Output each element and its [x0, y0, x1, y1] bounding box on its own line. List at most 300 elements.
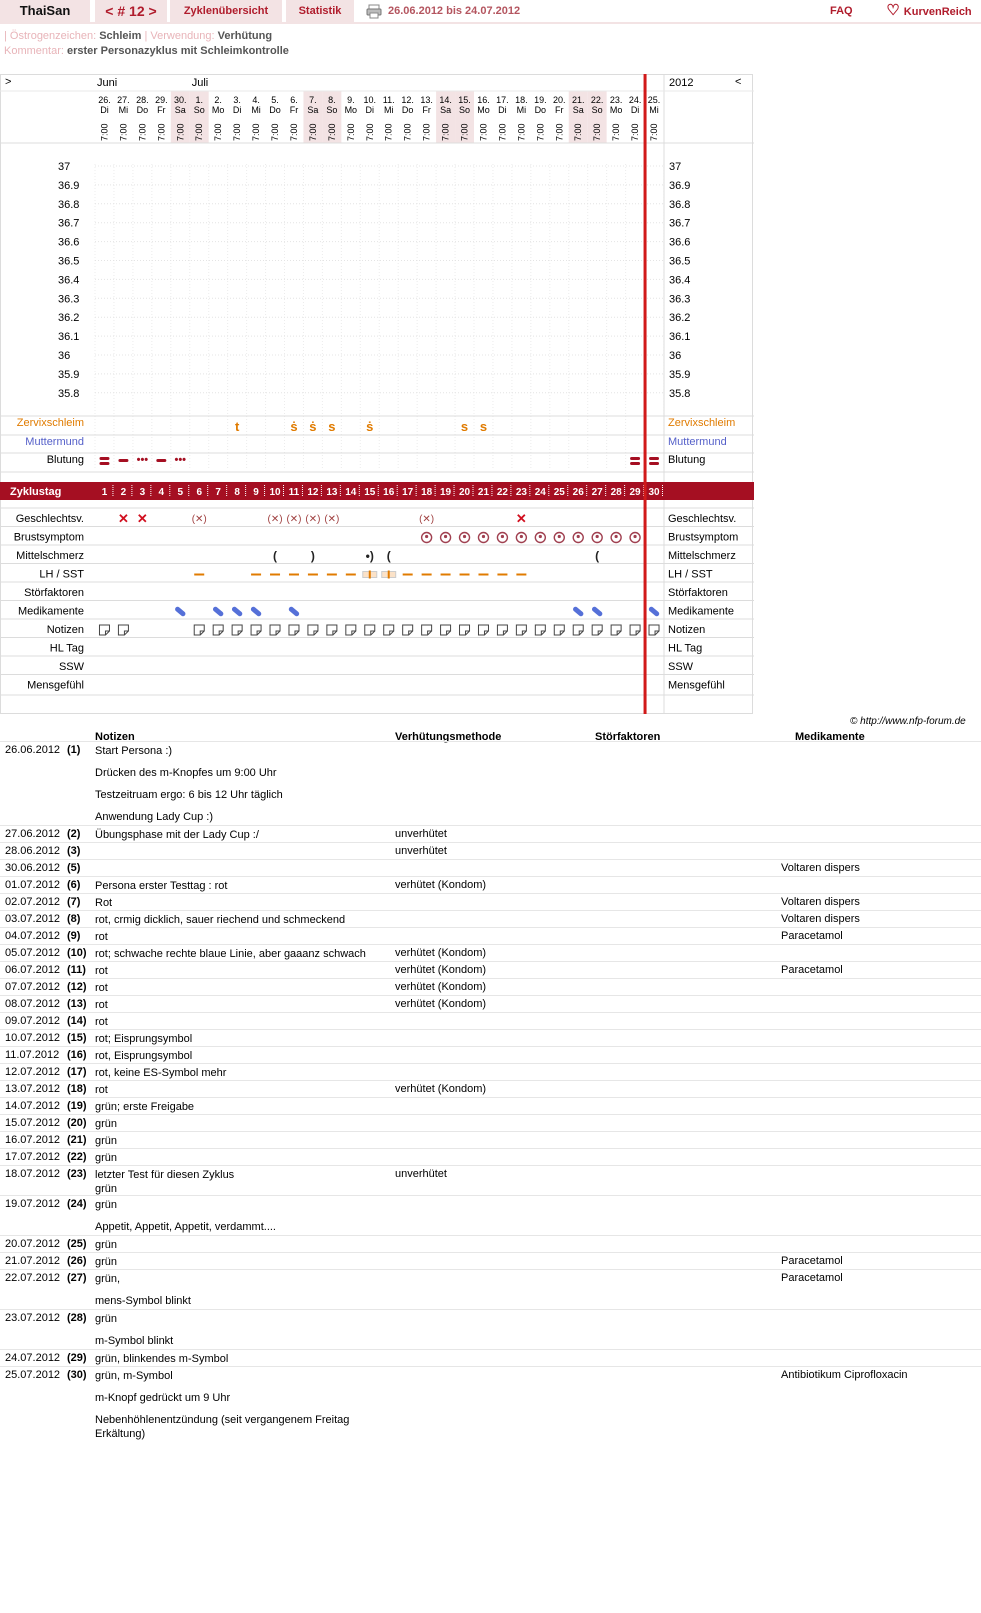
temp-tick-left: 36.3 — [58, 293, 80, 306]
breast-symptom-dot — [577, 535, 580, 538]
breast-symptom-dot — [633, 535, 636, 538]
note-text — [95, 1312, 385, 1348]
row-label-left: Notizen — [46, 624, 84, 636]
note-line: Nebenhöhlenentzündung (seit vergangenem Freitag — [95, 1414, 350, 1426]
temp-tick-left: 35.8 — [58, 387, 80, 400]
note-line: grün — [95, 1256, 118, 1268]
day-number: 17. — [496, 95, 509, 105]
weekday-label: Sa — [572, 105, 584, 115]
row-label-left: LH / SST — [39, 568, 84, 581]
zyklustag-number: 15 — [364, 487, 376, 498]
note-text — [95, 1032, 385, 1046]
note-cycle-day: (24) — [67, 1198, 87, 1210]
note-contraception: verhütet (Kondom) — [395, 998, 487, 1010]
note-cycle-day: (1) — [67, 744, 81, 756]
lh-test-negative — [460, 574, 470, 576]
note-date: 02.07.2012 — [5, 896, 61, 908]
note-contraception: verhütet (Kondom) — [395, 1083, 487, 1095]
weekday-label: Sa — [174, 105, 186, 115]
time-label: 7:00 — [307, 123, 318, 141]
day-number: 2. — [214, 95, 222, 105]
note-cycle-day: (23) — [67, 1168, 87, 1180]
breast-symptom-dot — [520, 535, 523, 538]
row-label-left: Brustsymptom — [13, 531, 84, 544]
note-medication: Antibiotikum Ciprofloxacin — [781, 1369, 908, 1381]
temp-tick-left: 35.9 — [58, 368, 80, 381]
note-contraception: unverhütet — [395, 828, 447, 840]
note-cycle-day: (21) — [67, 1134, 87, 1146]
note-line: rot — [95, 1084, 108, 1096]
row-label-left: Muttermund — [25, 436, 84, 448]
note-date: 11.07.2012 — [5, 1049, 60, 1061]
weekday-label: Do — [269, 105, 281, 115]
note-text — [95, 896, 385, 910]
header-notizen: Notizen — [95, 731, 135, 743]
row-label-left: HL Tag — [49, 642, 84, 655]
note-text — [95, 862, 385, 876]
note-cycle-day: (20) — [67, 1117, 87, 1129]
note-line: Start Persona :) — [95, 745, 173, 757]
note-icon — [630, 625, 640, 635]
verwendung-label: Verwendung: — [150, 30, 215, 42]
note-date: 27.06.2012 — [5, 828, 61, 840]
note-line: rot — [95, 931, 108, 943]
bleeding-mark-spot: ••• — [136, 454, 149, 466]
note-text — [95, 1272, 385, 1308]
note-date: 25.07.2012 — [5, 1369, 61, 1381]
temp-tick-left: 36.5 — [58, 255, 80, 268]
temp-tick-right: 37 — [669, 161, 682, 173]
chart-nav-left: > — [5, 76, 12, 88]
note-line: Übungsphase mit der Lady Cup :/ — [95, 829, 259, 841]
month-label: Juli — [191, 77, 209, 89]
note-text — [95, 1255, 385, 1269]
day-number: 9. — [347, 95, 355, 105]
note-icon — [99, 625, 109, 635]
header-medikamente: Medikamente — [795, 731, 865, 743]
zyklustag-number: 28 — [610, 487, 622, 498]
notes-row — [0, 893, 981, 910]
zyklustag-number: 12 — [307, 487, 319, 498]
notes-row — [0, 842, 981, 859]
time-label: 7:00 — [326, 123, 337, 141]
note-text — [95, 947, 385, 961]
mucus-symbol: ṡ — [290, 419, 298, 434]
weekday-label: Sa — [307, 105, 319, 115]
note-cycle-day: (9) — [67, 930, 81, 942]
note-date: 05.07.2012 — [5, 947, 61, 959]
medication-pill-icon — [250, 606, 262, 618]
breast-symptom-dot — [425, 535, 428, 538]
note-date: 12.07.2012 — [5, 1066, 61, 1078]
time-label: 7:00 — [156, 123, 167, 141]
kommentar-label: Kommentar: — [4, 45, 64, 57]
breast-symptom-dot — [596, 535, 599, 538]
note-date: 09.07.2012 — [5, 1015, 61, 1027]
breast-symptom-dot — [501, 535, 504, 538]
day-number: 18. — [515, 95, 528, 105]
note-contraception: unverhütet — [395, 1168, 447, 1180]
note-cycle-day: (11) — [67, 964, 86, 976]
temp-tick-right: 36.6 — [669, 236, 691, 249]
notes-row — [0, 961, 981, 978]
note-cycle-day: (28) — [67, 1312, 87, 1324]
breast-symptom-dot — [482, 535, 485, 538]
row-label-left: Mittelschmerz — [16, 550, 84, 562]
faq-link[interactable]: FAQ — [830, 5, 853, 17]
kurvenreich-link[interactable] — [877, 0, 981, 22]
intercourse-protected: (✕) — [286, 514, 302, 525]
medication-pill-icon — [174, 606, 186, 618]
notes-row — [0, 741, 981, 825]
lh-test-line — [388, 571, 390, 579]
note-text — [95, 845, 385, 859]
weekday-label: Di — [365, 105, 375, 115]
medication-pill-icon — [212, 606, 224, 618]
time-label: 7:00 — [402, 123, 413, 141]
bleeding-mark-heavy — [649, 462, 659, 465]
mittelschmerz-symbol: ) — [310, 549, 315, 563]
note-icon — [289, 625, 299, 635]
bleeding-mark-heavy — [630, 457, 640, 460]
temp-tick-right: 36.2 — [669, 312, 691, 325]
note-line: grün, m-Symbol — [95, 1370, 173, 1382]
note-icon — [592, 625, 602, 635]
temp-tick-left: 36.4 — [58, 274, 80, 287]
note-icon — [403, 625, 413, 635]
cycle-navigator[interactable]: < # 12 > — [95, 0, 167, 22]
day-number: 16. — [477, 95, 490, 105]
zyklustag-number: 1 — [101, 487, 108, 498]
note-line: rot, keine ES-Symbol mehr — [95, 1067, 227, 1079]
note-icon — [384, 625, 394, 635]
lh-test-negative — [308, 574, 318, 576]
day-number: 19. — [534, 95, 547, 105]
note-icon — [497, 625, 507, 635]
lh-test-negative — [270, 574, 280, 576]
row-label-right: Geschlechtsv. — [668, 513, 737, 525]
note-date: 30.06.2012 — [5, 862, 61, 874]
note-line: Drücken des m-Knopfes um 9:00 Uhr — [95, 767, 277, 779]
mittelschmerz-symbol: •) — [365, 549, 374, 563]
weekday-label: Di — [630, 105, 640, 115]
note-contraception: verhütet (Kondom) — [395, 981, 487, 993]
header-verhuetung: Verhütungsmethode — [395, 731, 502, 743]
notes-row — [0, 1195, 981, 1235]
note-text — [95, 930, 385, 944]
lh-test-negative — [478, 574, 488, 576]
notes-row — [0, 1063, 981, 1080]
tab-statistik[interactable]: Statistik — [286, 0, 354, 22]
notes-row — [0, 825, 981, 842]
oestrogen-value: Schleim — [99, 30, 142, 42]
notes-row — [0, 1046, 981, 1063]
note-cycle-day: (5) — [67, 862, 81, 874]
time-label: 7:00 — [251, 123, 262, 141]
time-label: 7:00 — [592, 123, 603, 141]
temp-tick-right: 35.8 — [669, 387, 691, 400]
day-number: 26. — [98, 95, 111, 105]
zyklustag-number: 11 — [288, 487, 300, 498]
note-text — [95, 1352, 385, 1366]
temp-tick-right: 36.5 — [669, 255, 691, 268]
note-medication: Paracetamol — [781, 930, 843, 942]
notes-row — [0, 1080, 981, 1097]
time-label: 7:00 — [516, 123, 527, 141]
cycle-chart-svg — [0, 74, 754, 714]
note-date: 01.07.2012 — [5, 879, 61, 891]
weekday-label: So — [591, 105, 603, 115]
time-label: 7:00 — [175, 123, 186, 141]
note-date: 22.07.2012 — [5, 1272, 61, 1284]
intercourse-protected: (✕) — [419, 514, 435, 525]
breast-symptom-dot — [558, 535, 561, 538]
note-text — [95, 879, 385, 893]
note-text — [95, 1015, 385, 1029]
note-line: grün — [95, 1152, 118, 1164]
note-medication: Voltaren dispers — [781, 862, 860, 874]
note-line: grün — [95, 1199, 118, 1211]
temp-tick-left: 36.1 — [58, 331, 80, 344]
note-cycle-day: (16) — [67, 1049, 87, 1061]
medication-pill-icon — [648, 606, 660, 618]
zyklustag-number: 25 — [553, 487, 565, 498]
bleeding-mark-heavy — [630, 462, 640, 465]
notes-row — [0, 1269, 981, 1309]
zyklustag-number: 2 — [120, 487, 127, 498]
weekday-label: Di — [232, 105, 242, 115]
tab-zyklenuebersicht[interactable]: Zyklenübersicht — [170, 0, 282, 22]
notes-row — [0, 859, 981, 876]
lh-test-line — [369, 571, 371, 579]
weekday-label: So — [193, 105, 205, 115]
info-line-1: | Östrogenzeichen: Schleim | Verwendung: Verhütung — [4, 30, 273, 42]
note-text — [95, 744, 385, 824]
note-date: 21.07.2012 — [5, 1255, 61, 1267]
bleeding-mark-heavy — [649, 457, 659, 460]
note-icon — [573, 625, 583, 635]
weekday-label: Mo — [344, 105, 358, 115]
notes-row — [0, 978, 981, 995]
time-label: 7:00 — [611, 123, 622, 141]
breast-symptom-dot — [615, 535, 618, 538]
weekday-label: Mi — [649, 105, 659, 115]
printer-icon[interactable] — [366, 0, 382, 22]
note-line: grün — [95, 1183, 118, 1195]
note-line: m-Knopf gedrückt um 9 Uhr — [95, 1392, 231, 1404]
zyklustag-number: 18 — [421, 487, 433, 498]
weekday-label: Mi — [118, 105, 129, 115]
zyklustag-number: 16 — [383, 487, 395, 498]
temp-tick-left: 36.6 — [58, 236, 80, 249]
note-line: rot; Eisprungsymbol — [95, 1033, 193, 1045]
row-label-right: Störfaktoren — [668, 587, 728, 599]
note-date: 19.07.2012 — [5, 1198, 61, 1210]
mucus-symbol: s — [460, 419, 469, 434]
notes-row — [0, 1349, 981, 1366]
weekday-label: Mo — [211, 105, 225, 115]
note-date: 17.07.2012 — [5, 1151, 61, 1163]
note-line: rot — [95, 982, 108, 994]
row-label-left: Mensgefühl — [27, 679, 84, 692]
weekday-label: Fr — [157, 105, 166, 115]
note-text — [95, 1134, 385, 1148]
note-cycle-day: (8) — [67, 913, 81, 925]
chart-nav-right: < — [735, 76, 742, 88]
note-date: 15.07.2012 — [5, 1117, 61, 1129]
notes-row — [0, 1165, 981, 1195]
medication-pill-icon — [572, 606, 584, 618]
zyklustag-number: 6 — [196, 487, 203, 498]
note-cycle-day: (30) — [67, 1369, 87, 1381]
note-date: 04.07.2012 — [5, 930, 61, 942]
mucus-symbol: ṡ — [309, 419, 317, 434]
intercourse-protected: (✕) — [267, 514, 283, 525]
note-text — [95, 1066, 385, 1080]
day-number: 22. — [590, 95, 604, 105]
note-line: grün — [95, 1135, 118, 1147]
note-medication: Paracetamol — [781, 1255, 843, 1267]
zyklustag-number: 20 — [458, 487, 471, 498]
note-icon — [516, 625, 526, 635]
bleeding-mark-medium — [156, 459, 166, 462]
weekday-label: So — [326, 105, 338, 115]
temp-tick-right: 36.3 — [669, 293, 691, 306]
note-icon — [251, 625, 261, 635]
note-cycle-day: (29) — [67, 1352, 87, 1364]
note-icon — [194, 625, 204, 635]
note-icon — [232, 625, 242, 635]
row-label-right: SSW — [668, 661, 694, 673]
day-number: 5. — [271, 95, 279, 105]
time-label: 7:00 — [345, 123, 356, 141]
medication-pill-icon — [231, 606, 243, 618]
note-text — [95, 998, 385, 1012]
kommentar-value: erster Personazyklus mit Schleimkontrolle — [66, 45, 289, 57]
time-label: 7:00 — [383, 123, 394, 141]
note-icon — [308, 625, 318, 635]
note-icon — [270, 625, 280, 635]
month-label: Juni — [97, 77, 118, 89]
note-cycle-day: (2) — [67, 828, 81, 840]
note-line: letzter Test für diesen Zyklus — [95, 1169, 235, 1181]
note-line: mens-Symbol blinkt — [95, 1295, 191, 1307]
zyklustag-number: 4 — [158, 487, 165, 498]
note-cycle-day: (7) — [67, 896, 81, 908]
note-icon — [460, 625, 470, 635]
date-range: 26.06.2012 bis 24.07.2012 — [388, 5, 521, 17]
note-icon — [441, 625, 451, 635]
note-contraception: verhütet (Kondom) — [395, 879, 487, 891]
weekday-label: Do — [401, 105, 414, 115]
heart-icon: ♡ — [886, 2, 900, 19]
weekday-label: Fr — [289, 105, 299, 115]
time-label: 7:00 — [137, 123, 148, 141]
header-stoerfaktoren: Störfaktoren — [595, 731, 661, 743]
note-cycle-day: (26) — [67, 1255, 87, 1267]
row-label-right: Zervixschleim — [668, 417, 736, 429]
lh-test-negative — [327, 574, 337, 576]
weekday-label: Mi — [516, 105, 527, 115]
note-cycle-day: (27) — [67, 1272, 87, 1284]
time-label: 7:00 — [630, 123, 641, 141]
note-text — [95, 1049, 385, 1063]
cycle-info — [4, 29, 289, 59]
note-cycle-day: (25) — [67, 1238, 87, 1250]
note-line: grün — [95, 1239, 118, 1251]
time-label: 7:00 — [649, 123, 660, 141]
temp-tick-right: 36.4 — [669, 274, 691, 287]
user-name: ThaiSan — [0, 0, 90, 22]
zyklustag-number: 23 — [515, 487, 527, 498]
notes-row — [0, 1012, 981, 1029]
weekday-label: Fr — [555, 105, 564, 115]
day-number: 10. — [363, 95, 377, 105]
day-number: 20. — [553, 95, 566, 105]
notes-row — [0, 1309, 981, 1349]
notes-row — [0, 1029, 981, 1046]
note-icon — [422, 625, 432, 635]
day-number: 8. — [328, 95, 336, 105]
zyklustag-number: 24 — [534, 487, 546, 498]
zyklustag-number: 26 — [572, 487, 584, 498]
temp-tick-right: 36.1 — [669, 331, 691, 344]
day-number: 21. — [571, 95, 585, 105]
row-label-right: Blutung — [668, 454, 706, 466]
note-line: grün, blinkendes m-Symbol — [95, 1353, 229, 1365]
kurvenreich-label: KurvenReich — [903, 6, 972, 18]
time-label: 7:00 — [497, 123, 508, 141]
note-line: Persona erster Testtag : rot — [95, 880, 228, 892]
note-icon — [118, 625, 128, 635]
intercourse-unprotected: ✕ — [117, 511, 129, 526]
intercourse-protected: (✕) — [324, 514, 340, 525]
day-number: 13. — [420, 95, 433, 105]
note-line: grün — [95, 1313, 118, 1325]
weekday-label: Mo — [609, 105, 623, 115]
note-text — [95, 1083, 385, 1097]
note-date: 03.07.2012 — [5, 913, 61, 925]
zyklustag-number: 14 — [345, 487, 357, 498]
note-medication: Voltaren dispers — [781, 913, 860, 925]
temp-tick-left: 36.9 — [58, 179, 80, 192]
temp-tick-left: 37 — [58, 161, 71, 173]
note-cycle-day: (10) — [67, 947, 87, 959]
lh-test-negative — [346, 574, 356, 576]
weekday-label: Fr — [422, 105, 431, 115]
bleeding-mark-heavy — [99, 457, 109, 460]
oestrogen-label: Östrogenzeichen: — [9, 30, 97, 42]
notes-row — [0, 1148, 981, 1165]
bleeding-mark-heavy — [99, 462, 109, 465]
temp-tick-right: 36.9 — [669, 179, 691, 192]
note-date: 24.07.2012 — [5, 1352, 61, 1364]
note-text — [95, 913, 385, 927]
breast-symptom-dot — [444, 535, 447, 538]
time-label: 7:00 — [364, 123, 375, 141]
medication-pill-icon — [288, 606, 300, 618]
note-line: m-Symbol blinkt — [95, 1335, 174, 1347]
day-number: 4. — [252, 95, 260, 105]
zyklustag-number: 27 — [591, 487, 603, 498]
note-cycle-day: (6) — [67, 879, 81, 891]
note-line: Anwendung Lady Cup :) — [95, 811, 214, 823]
notes-row — [0, 910, 981, 927]
time-label: 7:00 — [535, 123, 546, 141]
temp-tick-right: 36.7 — [669, 217, 691, 230]
note-cycle-day: (3) — [67, 845, 81, 857]
info-line-2 — [4, 44, 289, 59]
